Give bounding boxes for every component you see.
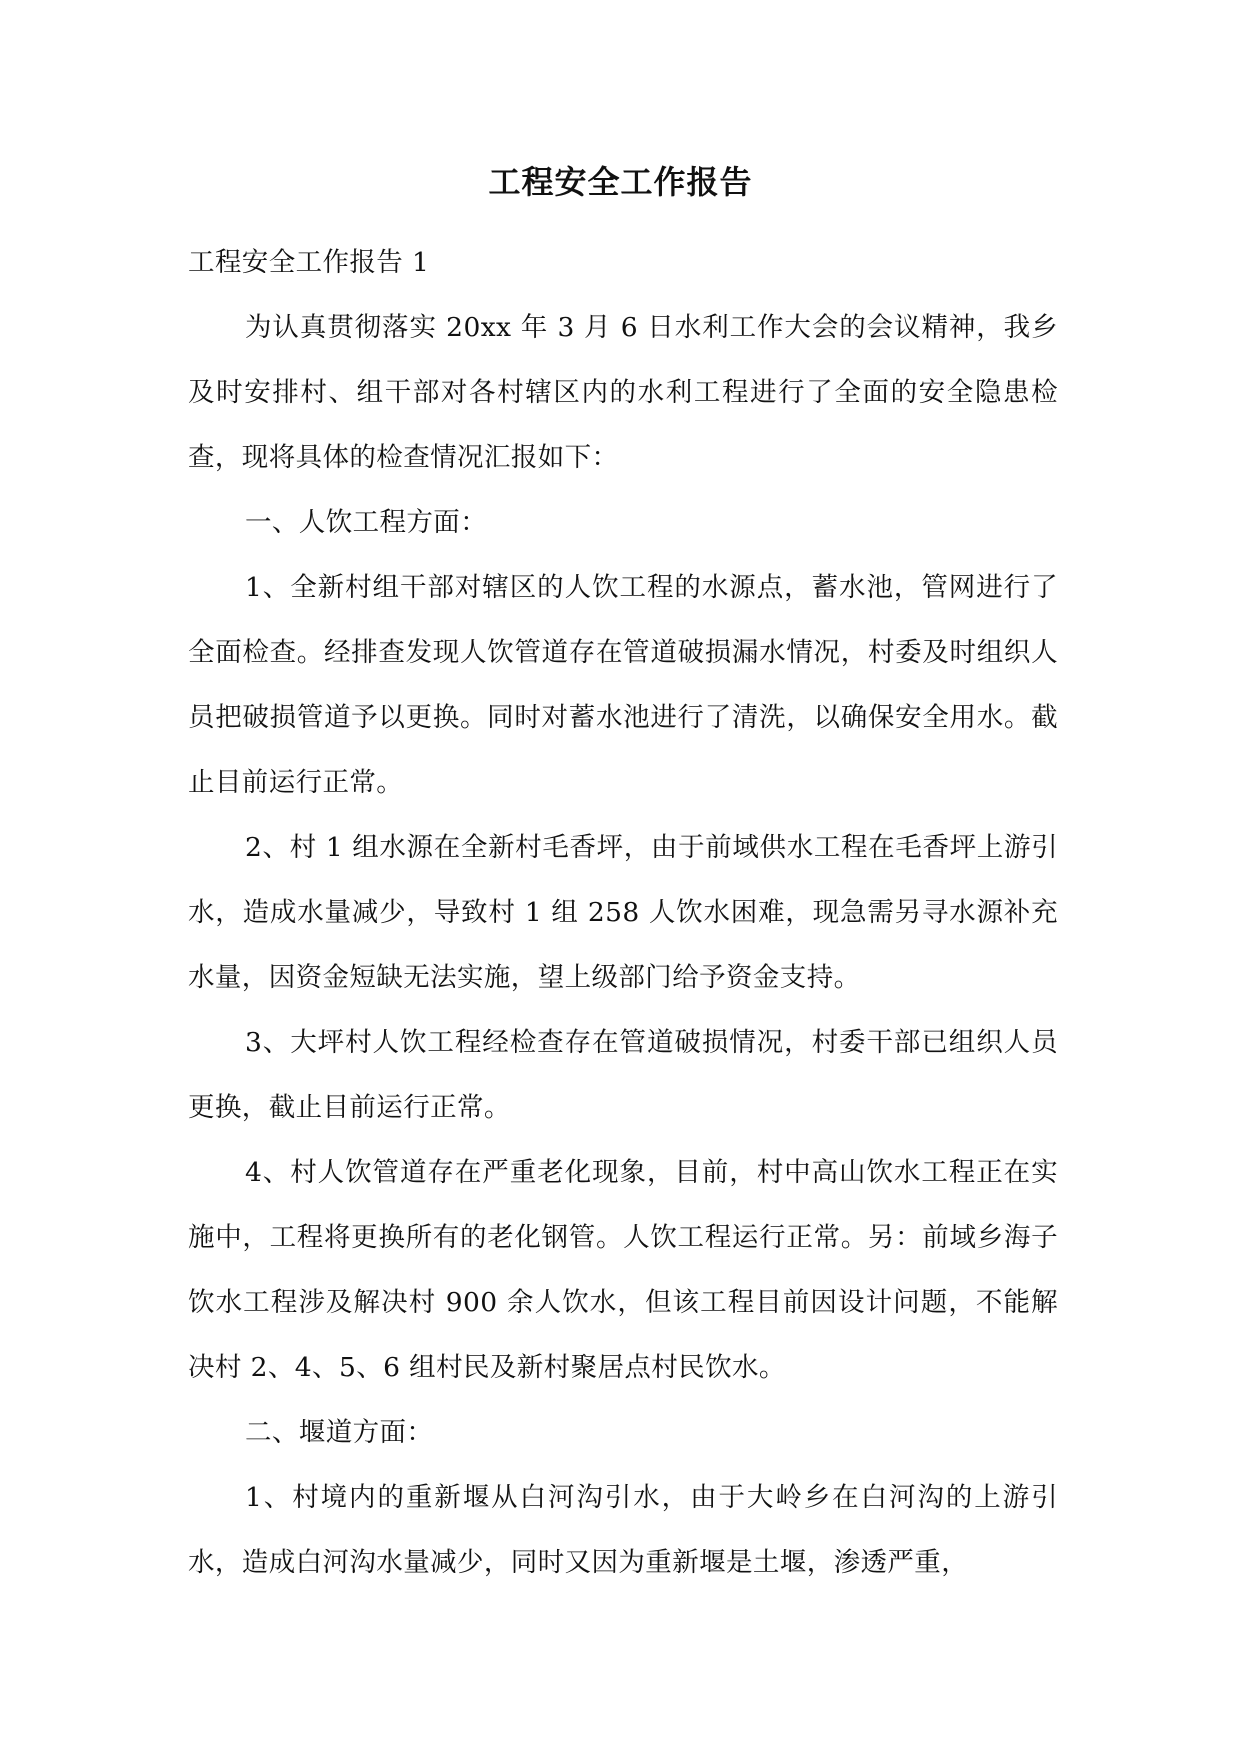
paragraph-heading-drinking-water: 一、人饮工程方面： [245, 507, 488, 538]
section-heading: 工程安全工作报告 1 [188, 247, 430, 278]
paragraph-weir-item-1: 1、村境内的重新堰从白河沟引水，由于大岭乡在白河沟的上游引水，造成白河沟水量减少，同时又因为重新堰是土堰，渗透严重， [188, 1482, 1058, 1578]
paragraph-heading-weir: 二、堰道方面： [245, 1417, 434, 1448]
paragraph-item-1: 1、全新村组干部对辖区的人饮工程的水源点，蓄水池，管网进行了全面检查。经排查发现人饮管道存在管道破损漏水情况，村委及时组织人员把破损管道予以更换。同时对蓄水池进行了清洗，以确保安全用水。截止目前运行正常。 [188, 572, 1058, 798]
paragraph-item-3: 3、大坪村人饮工程经检查存在管道破损情况，村委干部已组织人员更换，截止目前运行正常。 [188, 1027, 1058, 1123]
document-title: 工程安全工作报告 [488, 163, 753, 201]
document-body [188, 230, 1058, 1595]
paragraph-item-2: 2、村 1 组水源在全新村毛香坪，由于前域供水工程在毛香坪上游引水，造成水量减少，导致村 1 组 258 人饮水困难，现急需另寻水源补充水量，因资金短缺无法实施，望上级部门给予资金支持。 [188, 832, 1058, 993]
paragraph-intro: 为认真贯彻落实 20xx 年 3 月 6 日水利工作大会的会议精神，我乡及时安排村、组干部对各村辖区内的水利工程进行了全面的安全隐患检查，现将具体的检查情况汇报如下： [188, 312, 1058, 473]
paragraph-item-4: 4、村人饮管道存在严重老化现象，目前，村中高山饮水工程正在实施中，工程将更换所有的老化钢管。人饮工程运行正常。另：前域乡海子饮水工程涉及解决村 900 余人饮水，但该工程目前因设计问题，不能解决村 2、4、5、6 组村民及新村聚居点村民饮水。 [188, 1157, 1058, 1383]
